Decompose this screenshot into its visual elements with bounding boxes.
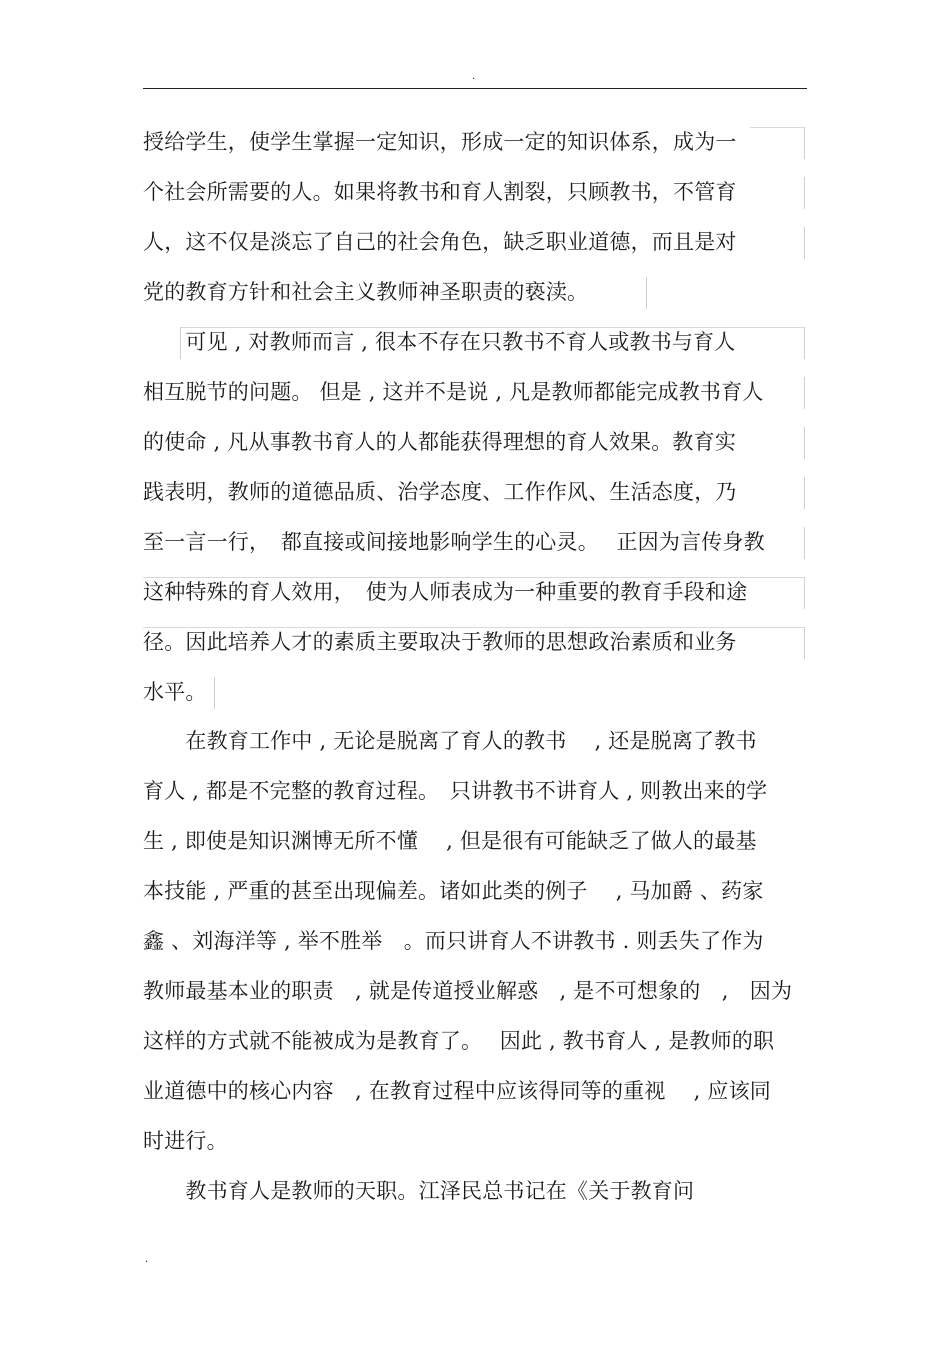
text-line: 授给学生，使学生掌握一定知识，形成一定的知识体系，成为一 (143, 130, 737, 154)
frame-edge (143, 627, 805, 628)
text-line: 的使命 , 凡从事教书育人的人都能获得理想的育人效果。教育实 (143, 430, 737, 454)
frame-edge (804, 227, 805, 259)
text-line: 鑫 、刘海洋等 , 举不胜举 。而只讲育人不讲教书 . 则丢失了作为 (143, 929, 764, 953)
text-line: 相互脱节的问题。 但是 , 这并不是说 , 凡是教师都能完成教书育人 (143, 380, 764, 404)
frame-edge (180, 327, 805, 328)
text-line: 这种特殊的育人效用， 使为人师表成为一种重要的教育手段和途 (143, 580, 748, 604)
text-line: 个社会所需要的人。如果将教书和育人割裂，只顾教书，不管育 (143, 180, 737, 204)
frame-edge (804, 627, 805, 659)
frame-edge (143, 577, 805, 578)
header-mark: . (472, 71, 476, 82)
frame-edge (804, 327, 805, 359)
text-line: 在教育工作中 , 无论是脱离了育人的教书 , 还是脱离了教书 (143, 729, 757, 753)
frame-edge (804, 377, 805, 409)
frame-edge (804, 177, 805, 209)
frame-edge (180, 327, 181, 359)
text-line: 这样的方式就不能被成为是教育了。 因此 , 教书育人 , 是教师的职 (143, 1029, 775, 1053)
frame-edge (804, 427, 805, 459)
text-line: 教师最基本业的职责 , 就是传道授业解惑 , 是不可想象的 , 因为 (143, 979, 793, 1003)
footer-mark: . (145, 1254, 149, 1265)
frame-edge (804, 477, 805, 509)
text-line: 人，这不仅是淡忘了自己的社会角色，缺乏职业道德，而且是对 (143, 230, 737, 254)
text-line: 业道德中的核心内容 , 在教育过程中应该得同等的重视 , 应该同 (143, 1079, 771, 1103)
frame-edge (750, 127, 805, 128)
text-line: 可见 , 对教师而言 , 很本不存在只教书不育人或教书与育人 (143, 330, 736, 354)
text-line: 本技能 , 严重的甚至出现偏差。诸如此类的例子 , 马加爵 、药家 (143, 879, 764, 903)
frame-edge (804, 577, 805, 609)
frame-edge (804, 127, 805, 159)
text-line: 育人 , 都是不完整的教育过程。 只讲教书不讲育人 , 则教出来的学 (143, 779, 768, 803)
text-line: 党的教育方针和社会主义教师神圣职责的亵渎。 (143, 280, 589, 304)
text-line: 水平。 (143, 680, 207, 704)
frame-edge (646, 277, 647, 309)
frame-edge (214, 677, 215, 709)
frame-edge (804, 527, 805, 559)
text-line: 教书育人是教师的天职。江泽民总书记在《关于教育问 (143, 1179, 695, 1203)
text-line: 时进行。 (143, 1129, 228, 1153)
text-line: 践表明，教师的道德品质、治学态度、工作作风、生活态度，乃 (143, 480, 737, 504)
text-line: 生 , 即使是知识渊博无所不懂 , 但是很有可能缺乏了做人的最基 (143, 829, 757, 853)
header-rule (143, 88, 807, 89)
text-line: 径。因此培养人才的素质主要取决于教师的思想政治素质和业务 (143, 630, 737, 654)
text-line: 至一言一行， 都直接或间接地影响学生的心灵。 正因为言传身教 (143, 530, 765, 554)
